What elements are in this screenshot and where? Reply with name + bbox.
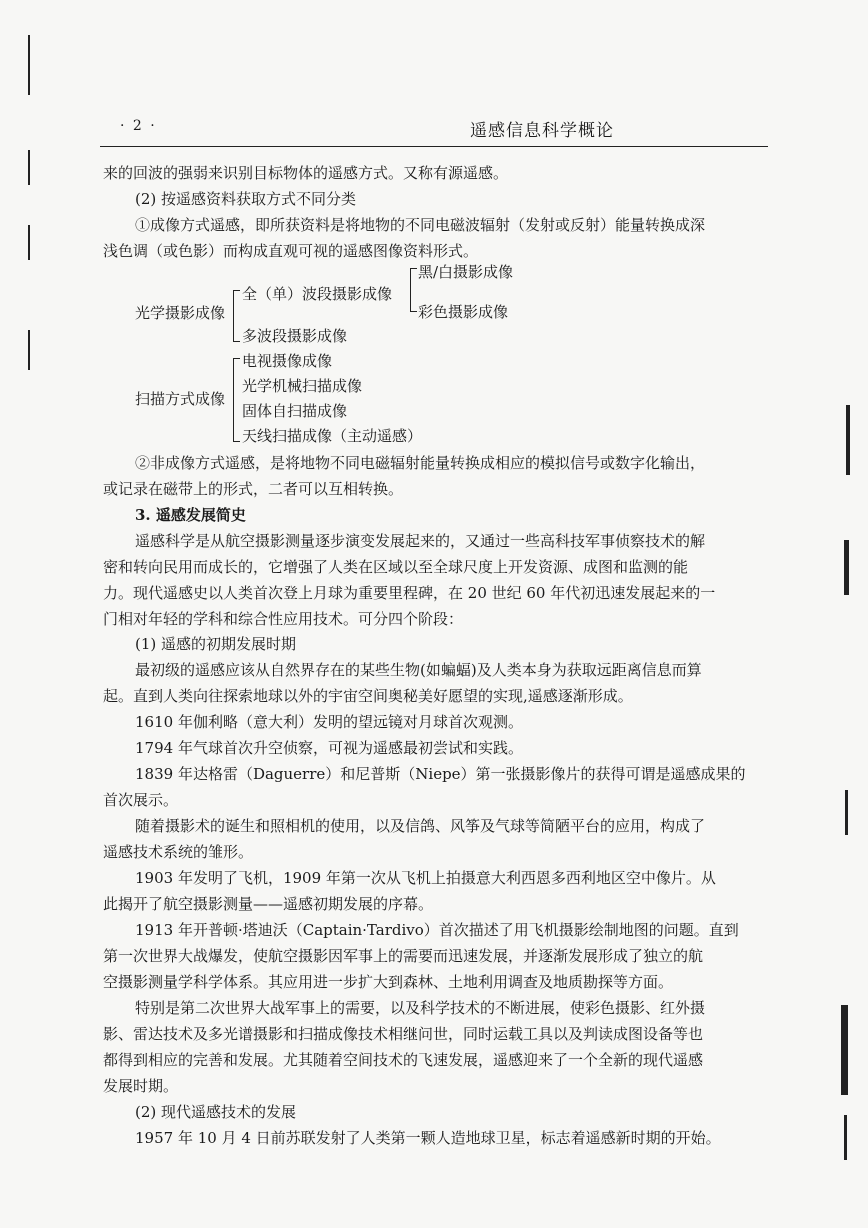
- paragraph-line: 此揭开了航空摄影测量——遥感初期发展的序幕。: [103, 895, 434, 913]
- scan-mark-left-1: [28, 35, 30, 95]
- scan-mark-right-5: [844, 1115, 847, 1160]
- scan-mark-right-4: [841, 1005, 848, 1095]
- paragraph-line: 力。现代遥感史以人类首次登上月球为重要里程碑，在 20 世纪 60 年代初迅速发展起来的一: [103, 584, 716, 602]
- paragraph-line: 密和转向民用而成长的，它增强了人类在区域以至全球尺度上开发资源、成图和监测的能: [103, 558, 689, 576]
- tree-node-antenna: 天线扫描成像（主动遥感）: [242, 427, 423, 445]
- section-heading: 3. 遥感发展简史: [135, 506, 246, 524]
- scan-mark-left-2: [28, 150, 30, 185]
- paragraph-line: 特别是第二次世界大战军事上的需要，以及科学技术的不断进展，使彩色摄影、红外摄: [135, 999, 706, 1017]
- tree-node-scan: 扫描方式成像: [135, 390, 226, 408]
- subheading: (1) 遥感的初期发展时期: [135, 635, 297, 653]
- brace-full-band: [410, 268, 417, 312]
- scan-mark-right-2: [844, 540, 849, 595]
- paragraph-line: 门相对年轻的学科和综合性应用技术。可分四个阶段：: [103, 610, 464, 628]
- tree-node-color: 彩色摄影成像: [418, 303, 509, 321]
- paragraph-line: 1913 年开普顿·塔迪沃（Captain·Tardivo）首次描述了用飞机摄影绘制地图的问题。直到: [135, 921, 739, 939]
- paragraph-line: ①成像方式遥感，即所获资料是将地物的不同电磁波辐射（发射或反射）能量转换成深: [135, 216, 706, 234]
- paragraph-line: 浅色调（或色影）而构成直观可视的遥感图像资料形式。: [103, 242, 479, 260]
- tree-node-solid: 固体自扫描成像: [242, 402, 348, 420]
- paragraph-line: 来的回波的强弱来识别目标物体的遥感方式。又称有源遥感。: [103, 164, 509, 182]
- paragraph-line: 都得到相应的完善和发展。尤其随着空间技术的飞速发展，遥感迎来了一个全新的现代遥感: [103, 1051, 704, 1069]
- brace-optical: [233, 290, 240, 342]
- tree-node-full-band: 全（单）波段摄影成像: [242, 285, 393, 303]
- tree-node-ome: 光学机械扫描成像: [242, 377, 363, 395]
- page-number: · 2 ·: [120, 118, 157, 134]
- scan-mark-left-4: [28, 330, 30, 370]
- paragraph-line: 第一次世界大战爆发，使航空摄影因军事上的需要而迅速发展，并逐渐发展形成了独立的航: [103, 947, 704, 965]
- paragraph-line: 1957 年 10 月 4 日前苏联发射了人类第一颗人造地球卫星，标志着遥感新时期的开始。: [135, 1129, 721, 1147]
- paragraph-line: 1839 年达格雷（Daguerre）和尼普斯（Niepe）第一张摄影像片的获得可谓是遥感成果的: [135, 765, 746, 783]
- paragraph-line: 1610 年伽利略（意大利）发明的望远镜对月球首次观测。: [135, 713, 523, 731]
- subheading: (2) 现代遥感技术的发展: [135, 1103, 297, 1121]
- tree-node-multiband: 多波段摄影成像: [242, 327, 348, 345]
- subheading: (2) 按遥感资料获取方式不同分类: [135, 190, 357, 208]
- tree-node-bw: 黑/白摄影成像: [418, 263, 514, 281]
- paragraph-line: 随着摄影术的诞生和照相机的使用，以及信鸽、风筝及气球等简陋平台的应用，构成了: [135, 817, 706, 835]
- paragraph-line: 遥感科学是从航空摄影测量逐步演变发展起来的，又通过一些高科技军事侦察技术的解: [135, 532, 706, 550]
- tree-node-optical: 光学摄影成像: [135, 304, 226, 322]
- paragraph-line: 发展时期。: [103, 1077, 179, 1095]
- paragraph-line: 1794 年气球首次升空侦察，可视为遥感最初尝试和实践。: [135, 739, 523, 757]
- paragraph-line: ②非成像方式遥感，是将地物不同电磁辐射能量转换成相应的模拟信号或数字化输出，: [135, 454, 706, 472]
- running-header: [100, 112, 768, 147]
- paragraph-line: 首次展示。: [103, 791, 179, 809]
- paragraph-line: 最初级的遥感应该从自然界存在的某些生物(如蝙蝠)及人类本身为获取远距离信息而算: [135, 661, 702, 679]
- paragraph-line: 遥感技术系统的雏形。: [103, 843, 254, 861]
- paragraph-line: 影、雷达技术及多光谱摄影和扫描成像技术相继问世，同时运载工具以及判读成图设备等也: [103, 1025, 704, 1043]
- paragraph-line: 空摄影测量学科学体系。其应用进一步扩大到森林、土地利用调查及地质勘探等方面。: [103, 973, 674, 991]
- scan-mark-right-3: [845, 790, 848, 835]
- tree-node-tv: 电视摄像成像: [242, 352, 333, 370]
- paragraph-line: 起。直到人类向往探索地球以外的宇宙空间奥秘美好愿望的实现,遥感逐渐形成。: [103, 687, 633, 705]
- book-title: 遥感信息科学概论: [470, 121, 614, 141]
- scan-mark-left-3: [28, 225, 30, 260]
- paragraph-line: 或记录在磁带上的形式，二者可以互相转换。: [103, 480, 404, 498]
- brace-scan: [233, 358, 240, 442]
- scan-mark-right-1: [846, 405, 850, 475]
- paragraph-line: 1903 年发明了飞机，1909 年第一次从飞机上拍摄意大利西恩多西利地区空中像片。从: [135, 869, 716, 887]
